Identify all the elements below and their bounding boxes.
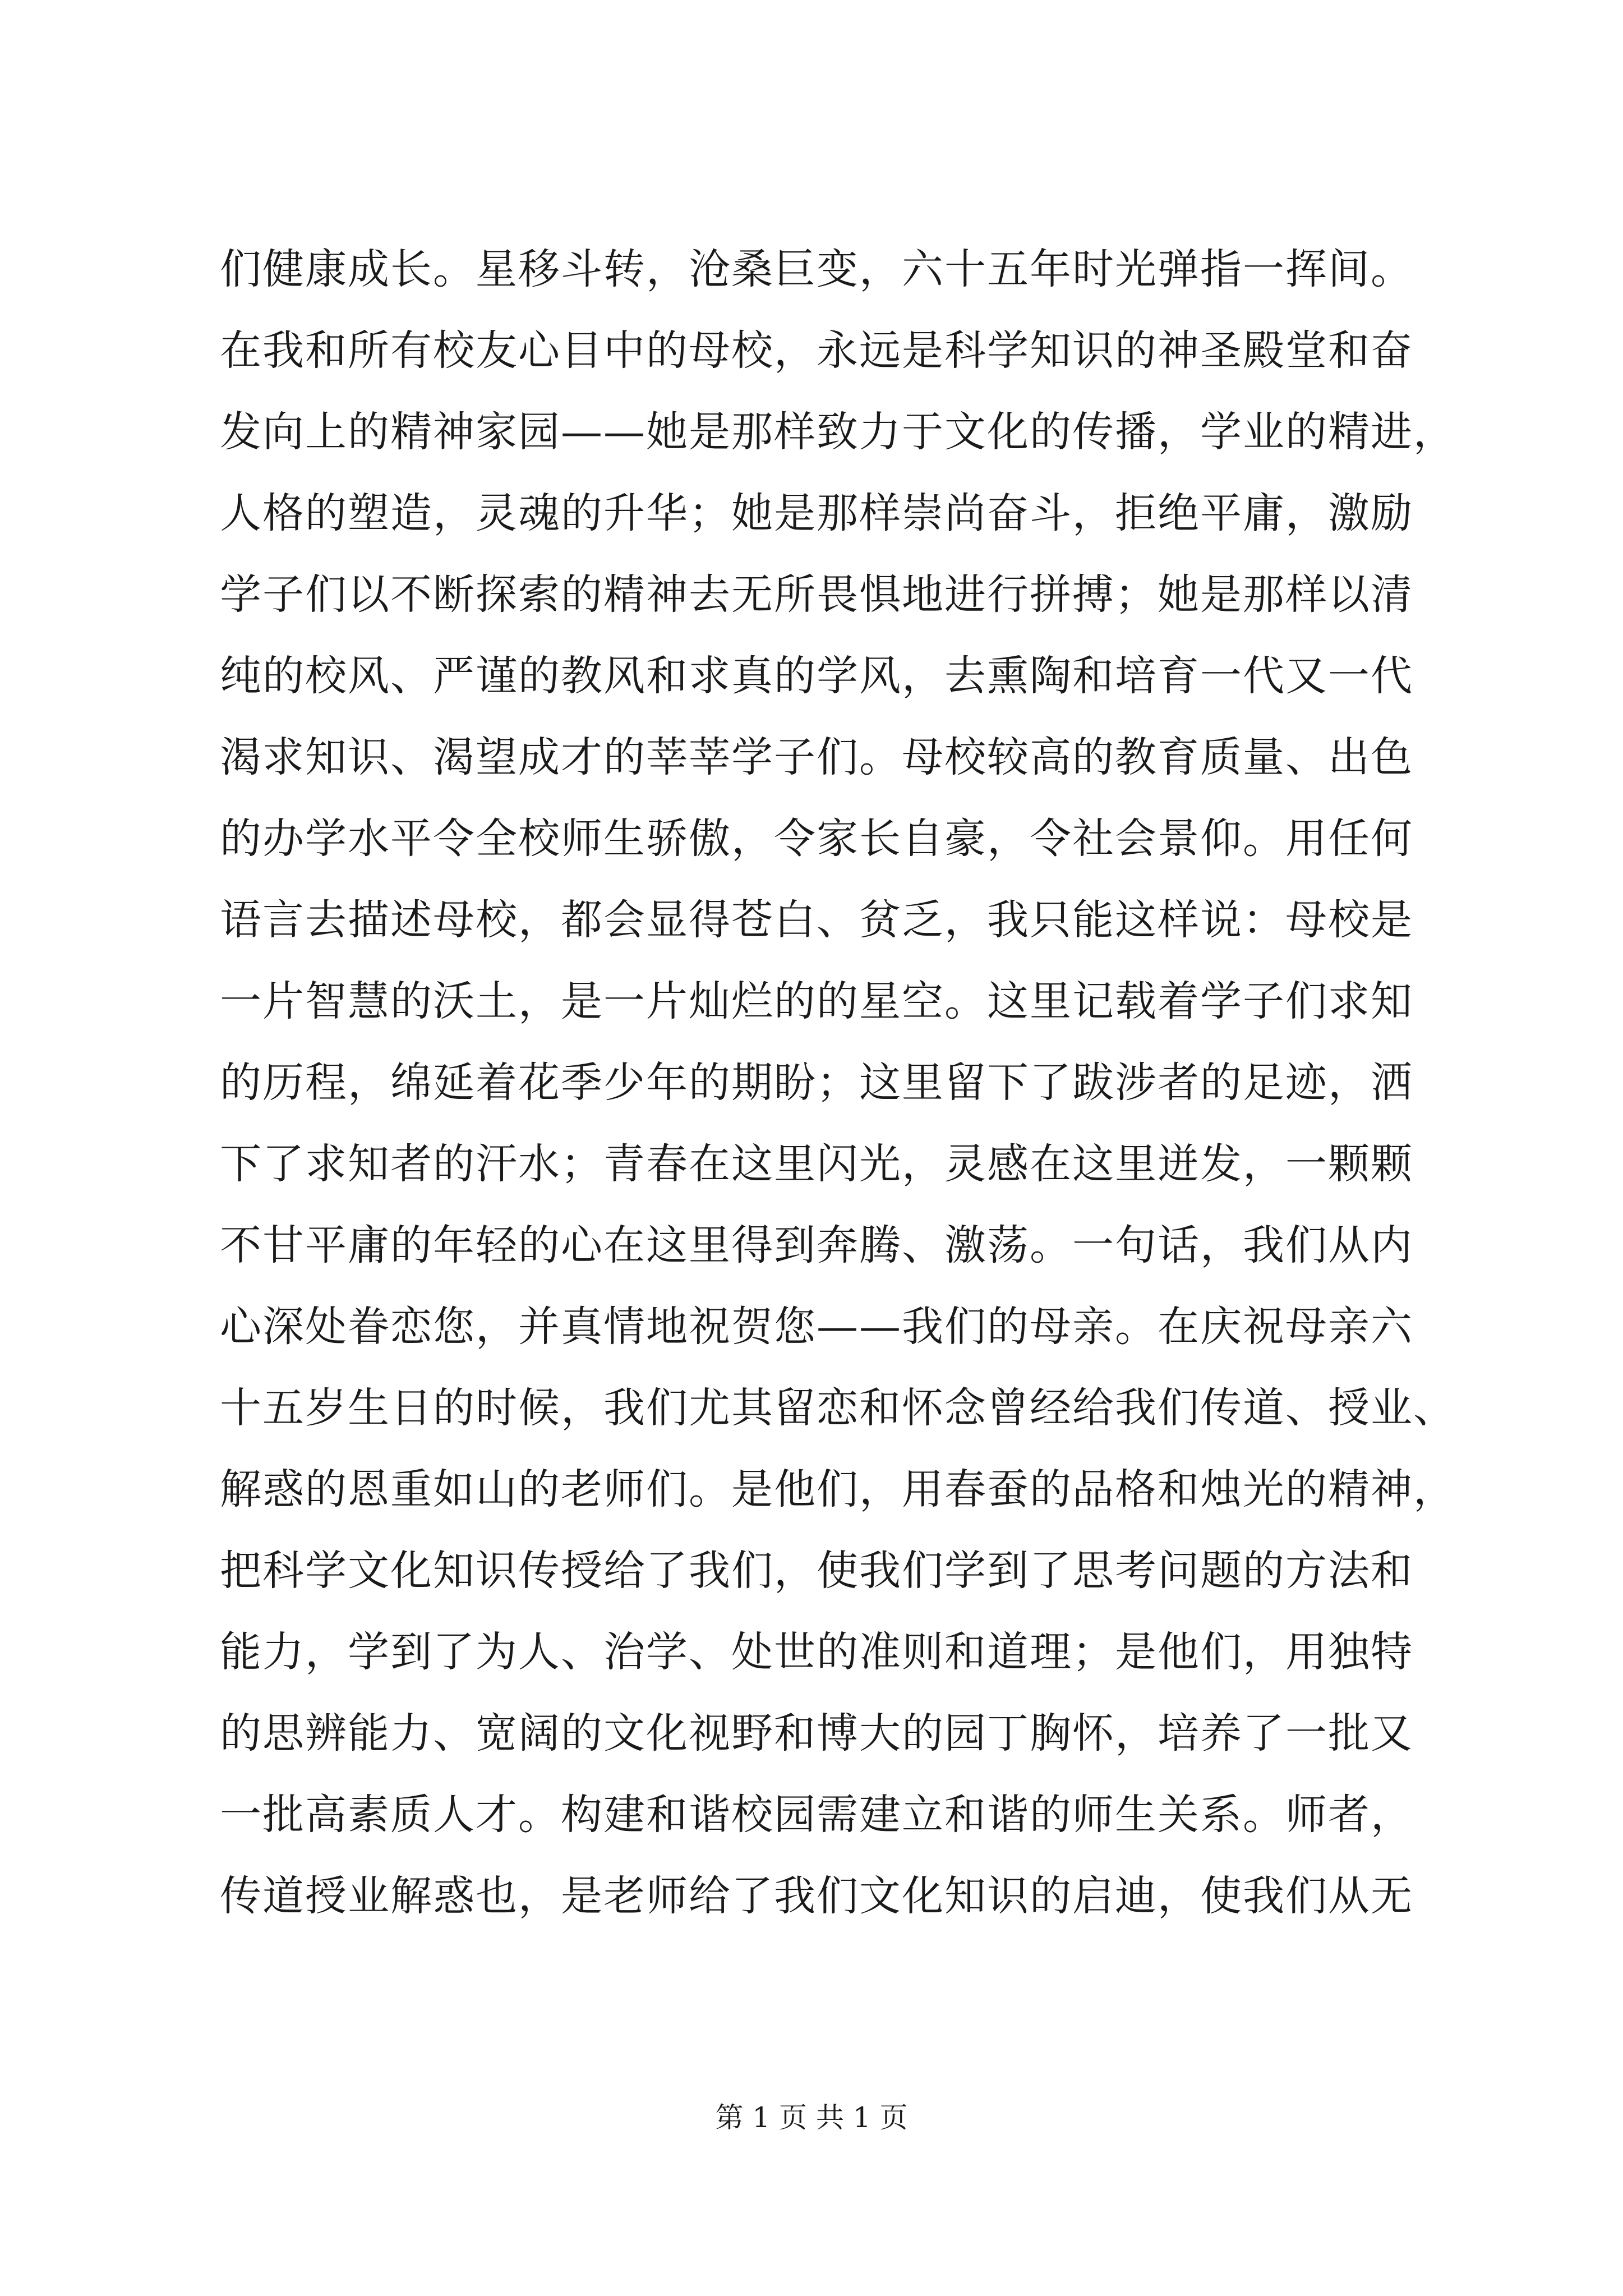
text-line: 不甘平庸的年轻的心在这里得到奔腾、激荡。一句话，我们从内 <box>220 1221 1413 1269</box>
text-line: 传道授业解惑也，是老师给了我们文化知识的启迪，使我们从无 <box>220 1872 1413 1920</box>
text-line: 人格的塑造，灵魂的升华；她是那样崇尚奋斗，拒绝平庸，激励 <box>220 489 1413 537</box>
text-line: 发向上的精神家园——她是那样致力于文化的传播，学业的精进， <box>220 408 1456 456</box>
text-line: 在我和所有校友心目中的母校，永远是科学知识的神圣殿堂和奋 <box>220 326 1413 375</box>
body-text <box>220 229 1476 1937</box>
text-line: 能力，学到了为人、治学、处世的准则和道理；是他们，用独特 <box>220 1628 1413 1676</box>
page-footer <box>0 2098 1623 2137</box>
text-line: 们健康成长。星移斗转，沧桑巨变，六十五年时光弹指一挥间。 <box>220 245 1413 293</box>
text-line: 十五岁生日的时候，我们尤其留恋和怀念曾经给我们传道、授业、 <box>220 1384 1456 1432</box>
page-number: 第 1 页 共 1 页 <box>715 2101 908 2134</box>
text-line: 纯的校风、严谨的教风和求真的学风，去熏陶和培育一代又一代 <box>220 652 1413 700</box>
text-line: 心深处眷恋您，并真情地祝贺您——我们的母亲。在庆祝母亲六 <box>220 1303 1413 1351</box>
text-line: 渴求知识、渴望成才的莘莘学子们。母校较高的教育质量、出色 <box>220 733 1413 781</box>
text-line: 把科学文化知识传授给了我们，使我们学到了思考问题的方法和 <box>220 1547 1413 1595</box>
text-line: 的思辨能力、宽阔的文化视野和博大的园丁胸怀，培养了一批又 <box>220 1709 1413 1757</box>
text-line: 一批高素质人才。构建和谐校园需建立和谐的师生关系。师者， <box>220 1791 1413 1839</box>
text-line: 解惑的恩重如山的老师们。是他们，用春蚕的品格和烛光的精神， <box>220 1465 1456 1513</box>
text-line: 下了求知者的汗水；青春在这里闪光，灵感在这里迸发，一颗颗 <box>220 1140 1413 1188</box>
text-line: 语言去描述母校，都会显得苍白、贫乏，我只能这样说：母校是 <box>220 896 1413 944</box>
text-line: 学子们以不断探索的精神去无所畏惧地进行拼搏；她是那样以清 <box>220 570 1413 619</box>
text-line: 一片智慧的沃土，是一片灿烂的的星空。这里记载着学子们求知 <box>220 977 1413 1025</box>
text-line: 的历程，绵延着花季少年的期盼；这里留下了跋涉者的足迹，洒 <box>220 1059 1413 1107</box>
text-line: 的办学水平令全校师生骄傲，令家长自豪，令社会景仰。用任何 <box>220 815 1413 863</box>
